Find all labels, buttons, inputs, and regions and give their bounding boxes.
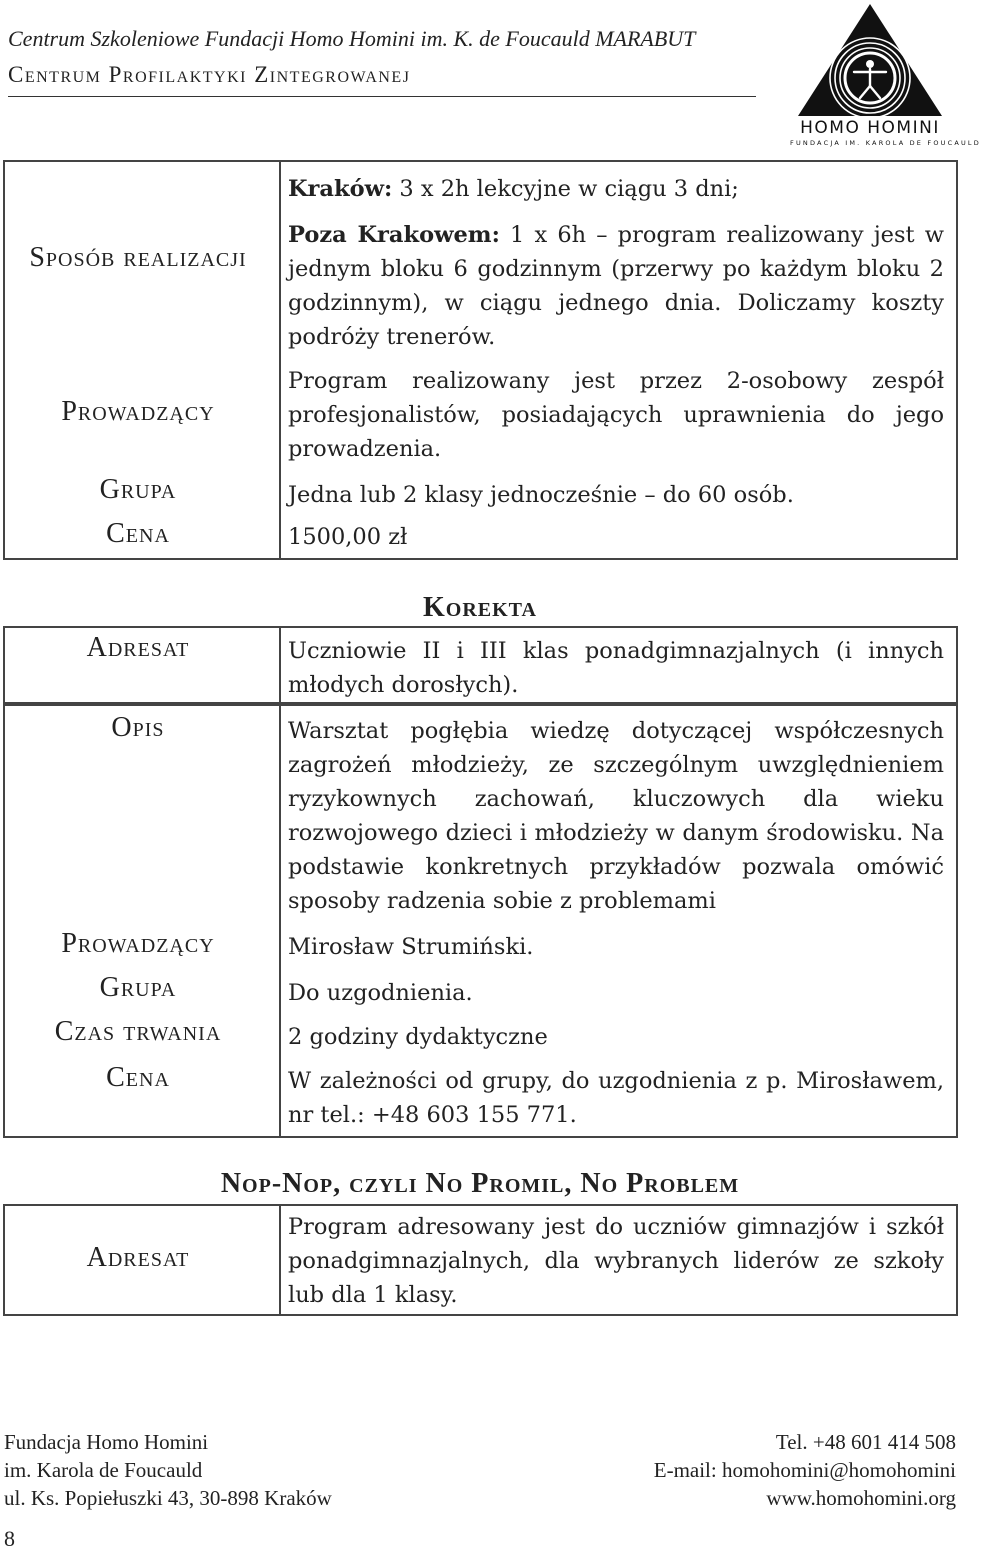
label-duration: Czas trwania xyxy=(54,1016,222,1047)
text-price-2: W zależności od grupy, do uzgodnienia z p. Mirosławem, nr tel.: +48 603 155 771. xyxy=(288,1068,944,1128)
logo-subtitle: FUNDACJA IM. KAROLA DE FOUCAULD xyxy=(790,139,981,147)
page-number: 8 xyxy=(4,1526,15,1551)
label-description: Opis xyxy=(111,712,165,743)
text-addressee: Uczniowie II i III klas ponadgimnazjalnych (i innych młodych dorosłych). xyxy=(288,638,944,698)
text-addressee-3: Program adresowany jest do uczniów gimnazjów i szkół ponadgimnazjalnych, dla wybranych liderów ze szkoły lub dla 1 klasy. xyxy=(288,1214,944,1308)
label-price: Cena xyxy=(106,518,170,549)
text-description: Warsztat pogłębia wiedzę dotyczącej współczesnych zagrożeń młodzieży, ze szczególnym uwzględnieniem ryzykownych zachowań, kluczowych dla wieku rozwojowego dzieci i młodzieży w danym środowisku. Na podstawie konkretnych przykładów pozwala omówić sposoby radzenia sobie z problemami xyxy=(288,718,944,914)
section-title-nop-nop: Nop-Nop, czyli No Promil, No Problem xyxy=(220,1168,740,1199)
footer-email: E-mail: homohomini@homohomini xyxy=(653,1458,956,1482)
text-trainer-2: Mirosław Strumiński. xyxy=(288,934,534,960)
label-realization-method: Sposób realizacji xyxy=(29,242,247,273)
footer-org-name: Fundacja Homo Homini xyxy=(4,1430,209,1454)
label-addressee: Adresat xyxy=(86,632,190,663)
label-group-2: Grupa xyxy=(99,972,177,1003)
text-krakow xyxy=(288,172,944,206)
label-trainer-2: Prowadzący xyxy=(61,928,215,959)
logo-title: HOMO HOMINI xyxy=(800,118,940,138)
text-group-2: Do uzgodnienia. xyxy=(288,980,473,1006)
footer-phone: Tel. +48 601 414 508 xyxy=(775,1430,956,1454)
label-group: Grupa xyxy=(99,474,177,505)
header-rule xyxy=(8,96,756,97)
section-title-korekta: Korekta xyxy=(423,592,537,623)
label-addressee-3: Adresat xyxy=(86,1242,190,1273)
text-outside-krakow-bold: Poza Krakowem: xyxy=(288,222,500,248)
text-krakow-bold: Kraków: xyxy=(288,176,393,202)
homo-homini-logo xyxy=(790,0,981,152)
text-duration: 2 godziny dydaktyczne xyxy=(288,1024,548,1050)
footer-address: ul. Ks. Popiełuszki 43, 30-898 Kraków xyxy=(4,1486,332,1510)
text-price: 1500,00 zł xyxy=(288,524,408,550)
text-outside-krakow-rest: 1 x 6h – program realizowany jest w jednym bloku 6 godzinnym (przerwy po każdym bloku 2 godzinnym), w ciągu jednego dnia. Doliczamy koszty podróży trenerów. xyxy=(288,222,944,350)
footer-website: www.homohomini.org xyxy=(766,1486,956,1510)
text-group: Jedna lub 2 klasy jednocześnie – do 60 osób. xyxy=(288,482,794,508)
text-trainers: Program realizowany jest przez 2-osobowy zespół profesjonalistów, posiadających uprawnienia do jego prowadzenia. xyxy=(288,368,944,462)
text-krakow-rest: 3 x 2h lekcyjne w ciągu 3 dni; xyxy=(392,176,739,202)
text-outside-krakow xyxy=(288,218,944,354)
header-center-name: Centrum Profilaktyki Zintegrowanej xyxy=(8,62,411,87)
label-trainers: Prowadzący xyxy=(61,396,215,427)
header-institution: Centrum Szkoleniowe Fundacji Homo Homini im. K. de Foucauld MARABUT xyxy=(8,26,696,51)
logo-emblem-icon xyxy=(790,0,950,118)
label-price-2: Cena xyxy=(106,1062,170,1093)
footer-org-patron: im. Karola de Foucauld xyxy=(4,1458,203,1482)
